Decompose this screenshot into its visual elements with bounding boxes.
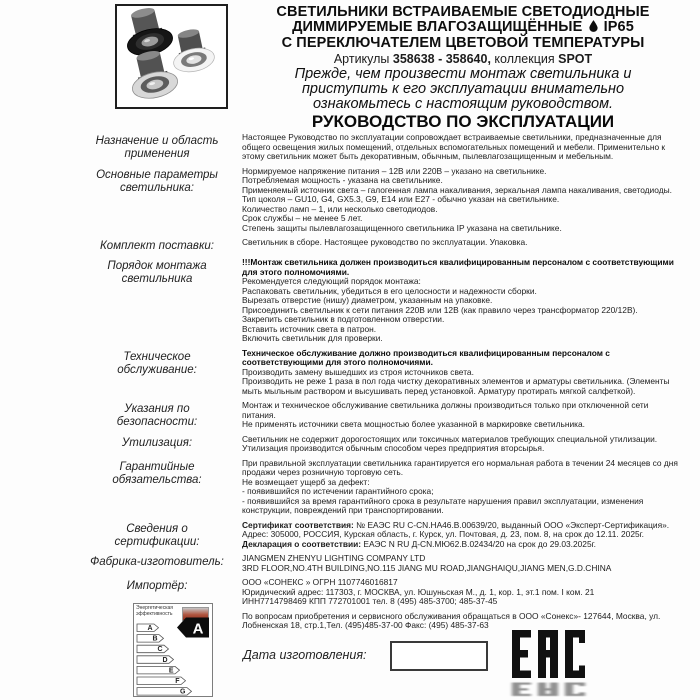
collection-name: SPOT: [558, 52, 593, 66]
articles-line: [232, 52, 694, 66]
articles-prefix: Артикулы: [333, 52, 390, 66]
section-label: Указания по безопасности:: [116, 403, 198, 428]
section-params: [0, 167, 700, 234]
energy-rating-letter: A: [192, 620, 204, 638]
service-note: По вопросам приобретения и сервисного обслуживания обращаться в ООО «Сонекс»- 127644, Москва, ул. Лобненская 18, стр.1,Тел. (495)485-37-00 Факс: (495) 485-37-63: [242, 610, 661, 630]
document-header: [232, 0, 700, 131]
param-item: Нормируемое напряжение питания – 12В или 220В – указано на светильнике.: [242, 165, 547, 176]
montage-step: Включить светильник для проверки.: [242, 333, 383, 343]
declaration-label: Декларация о соответствии:: [242, 538, 362, 549]
section-safety: [0, 401, 700, 430]
section-importer: [0, 578, 700, 631]
section-body: [232, 167, 700, 234]
section-warranty: [0, 459, 700, 516]
section-disposal: [0, 435, 700, 454]
product-photo: [115, 4, 228, 109]
section-purpose: [0, 133, 700, 162]
section-label: Утилизация:: [121, 436, 193, 449]
montage-warning: !!!Монтаж светильника должен производиться квалифицированным персоналом с соответствующими для этого полномочиями.: [242, 257, 674, 277]
section-certification: [0, 521, 700, 550]
collection-prefix: коллекция: [494, 52, 555, 66]
manufacture-date-label: Дата изготовления:: [243, 648, 367, 662]
section-body: [232, 435, 700, 454]
certificate-line: [242, 521, 682, 540]
spotlights-illustration: [117, 6, 226, 107]
sections: [0, 133, 700, 631]
maintenance-line: Производить не реже 1 раза в пол года чистку декоративных элементов и арматуры светильника. (Элементы мыть мыльным раствором и высушивать перед установкой. Арматуру протирать мягкой салфеткой).: [242, 376, 670, 396]
title-line-2: [232, 20, 694, 36]
energy-class-letter: C: [157, 646, 163, 654]
section-body: [232, 258, 700, 344]
water-drop-icon: [589, 20, 598, 36]
warranty-line: - появившийся за время гарантийного срока в результате нарушения правил эксплуатации, изменения конструкции, повреждений при транспортировании.: [242, 495, 644, 515]
montage-step: Распаковать светильник, убедиться в его целосности и надежности сборки.: [242, 285, 537, 296]
section-body: [232, 554, 700, 573]
importer-line: ООО «СОНЕКС » ОГРН 1107746016817: [242, 577, 398, 587]
section-body: [232, 238, 700, 253]
declaration-line: [242, 540, 682, 550]
manual-title: РУКОВОДСТВО ПО ЭКСПЛУАТАЦИИ: [311, 112, 615, 131]
importer-line: ИНН7714798469 КПП 772701001 тел. 8 (495) 485-3700; 485-37-45: [242, 596, 498, 606]
article-numbers: 358638 - 358640,: [392, 52, 491, 66]
energy-efficiency-label: [133, 603, 213, 697]
spotlight-white: [167, 26, 216, 76]
spotlight-black: [119, 6, 175, 60]
top-area: [0, 0, 700, 131]
importer-line: Юридический адрес: 117303, г. МОСКВА, ул. Юшуньская М., д. 1, кор. 1, эт.1 пом. I ком. 21: [242, 586, 595, 597]
safety-line: Монтаж и техническое обслуживание светильника должны производиться только при отключенной сети питания.: [242, 400, 649, 420]
section-label: Основные параметры светильника:: [96, 168, 218, 194]
section-body: [232, 401, 700, 430]
section-body: [232, 349, 700, 397]
package-text: Светильник в сборе. Настоящее руководство по эксплуатации. Упаковка.: [242, 237, 528, 247]
section-body: [232, 578, 700, 631]
section-label: Назначение и область применения: [95, 135, 219, 160]
section-label: Импортёр:: [126, 580, 188, 592]
warranty-line: При правильной эксплуатации светильника гарантируется его нормальная работа в течении 24 месяцев со дня продажи через розничную торговую сеть.: [242, 457, 678, 477]
energy-class-letter: F: [175, 678, 180, 685]
factory-line: 3RD FLOOR,NO.4TH BUILDING,NO.115 JIANG MU ROAD,JIANGHAIQU,JIANG MEN,G.D.CHINA: [242, 562, 612, 573]
ip-rating: IP65: [603, 19, 634, 35]
spotlight-chrome: [125, 47, 180, 103]
section-label: Техническое обслуживание:: [117, 350, 197, 376]
read-before-notice: Прежде, чем произвести монтаж светильника и приступить к его эксплуатации внимательно ознакомьтесь с настоящим руководством.: [294, 66, 632, 112]
manufacture-date-box: [390, 641, 488, 671]
energy-class-arrows: [134, 604, 212, 696]
title-line-1: СВЕТИЛЬНИКИ ВСТРАИВАЕМЫЕ СВЕТОДИОДНЫЕ: [276, 4, 650, 20]
section-factory: [0, 554, 700, 573]
montage-step: Вставить источник света в патрон.: [242, 323, 377, 334]
factory-line: JIANGMEN ZHENYU LIGHTING COMPANY LTD: [242, 553, 426, 563]
section-package: [0, 238, 700, 253]
param-item: Потребляемая мощность - указана на светильнике.: [242, 175, 443, 185]
section-montage: [0, 258, 700, 344]
param-item: Срок службы – не менее 5 лет.: [242, 213, 363, 223]
certificate-number: № ЕАЭС RU C-CN.НА46.B.00639/20, выданный ООО «Эксперт-Сертификация». Адрес: 305000, РОССИЯ, Курская область, г. Курск, ул. Почтовая, д. 23, пом. 8, на срок до 12.11. 2025г.: [242, 519, 670, 539]
section-body: [232, 133, 700, 162]
disposal-text: Светильник не содержит дорогостоящих или токсичных материалов требующих специальной утилизации. Утилизация производится обычным способом через предприятия вторсырья.: [242, 433, 658, 453]
title-line-3: С ПЕРЕКЛЮЧАТЕЛЕМ ЦВЕТОВОЙ ТЕМПЕРАТУРЫ: [281, 35, 645, 51]
section-label: Фабрика-изготовитель:: [90, 556, 224, 568]
safety-line: Не применять источники света мощностью более указанной в маркировке светильника.: [242, 419, 585, 429]
warranty-line: Не возмещает ущерб за дефект:: [242, 476, 370, 487]
section-label: Порядок монтажа светильника: [107, 260, 207, 285]
energy-class-letter: D: [162, 656, 168, 664]
section-body: [232, 459, 700, 516]
product-photo-cell: [0, 0, 232, 109]
montage-step: Вырезать отверстие (нишу) диаметром, указанным на упаковке.: [242, 295, 493, 305]
title-line-2-text: ДИММИРУЕМЫЕ ВЛАГОЗАЩИЩЁННЫЕ: [292, 19, 583, 35]
eac-logo: [506, 626, 592, 700]
section-label: Комплект поставки:: [100, 240, 214, 252]
energy-class-letter: E: [168, 667, 174, 675]
certificate-label: Сертификат соответствия:: [242, 519, 354, 530]
section-label: Гарантийные обязательства:: [112, 460, 202, 486]
montage-step: Присоединить светильник к сети питания 220В или 12В (как правило через трансформатор 220/12В).: [242, 304, 638, 315]
section-label: Сведения о сертификации:: [114, 522, 200, 548]
declaration-number: ЕАЭС N RU Д-CN.МЮ62.B.02434/20 на срок до 29.03.2025г.: [363, 538, 596, 549]
energy-class-letter: B: [152, 635, 158, 643]
purpose-text: Настоящее Руководство по эксплуатации сопровождает встраиваемые светильники, предназначенные для общего освещения жилых помещений, отдельных вспомогательных помещений и мебели. Применительно к этому светильник может быть декоративным, обычным, пылевлагозащищенным и мебельным.: [242, 132, 666, 161]
energy-class-letter: G: [180, 688, 186, 696]
param-item: Количество ламп – 1, или несколько светодиодов.: [242, 203, 438, 214]
param-item: Степень защиты пылевлагозащищенного светильника IP указана на светильнике.: [242, 222, 562, 233]
maintenance-warning: Техническое обслуживание должно производиться квалифицированным персоналом с соответствующими для этого полномочиями.: [242, 347, 610, 367]
energy-label-title: Энергетическая эффективность: [136, 605, 173, 617]
warranty-line: - появившийся по истечении гарантийного срока;: [242, 486, 434, 496]
section-body: [232, 521, 700, 550]
section-maintenance: [0, 349, 700, 397]
param-item: Тип цоколя – GU10, G4, GX5.3, G9, Е14 или Е27 - обычно указан на светильнике.: [242, 194, 560, 204]
energy-class-letter: A: [147, 625, 153, 632]
montage-step: Закрепить светильник в подготовленном отверстии.: [242, 314, 445, 324]
param-item: Применяемый источник света – галогенная лампа накаливания, зеркальная лампа накаливания, светодиоды.: [242, 184, 672, 195]
montage-step: Рекомендуется следующий порядок монтажа:: [242, 276, 421, 286]
maintenance-line: Производить замену вышедших из строя источников света.: [242, 366, 474, 377]
